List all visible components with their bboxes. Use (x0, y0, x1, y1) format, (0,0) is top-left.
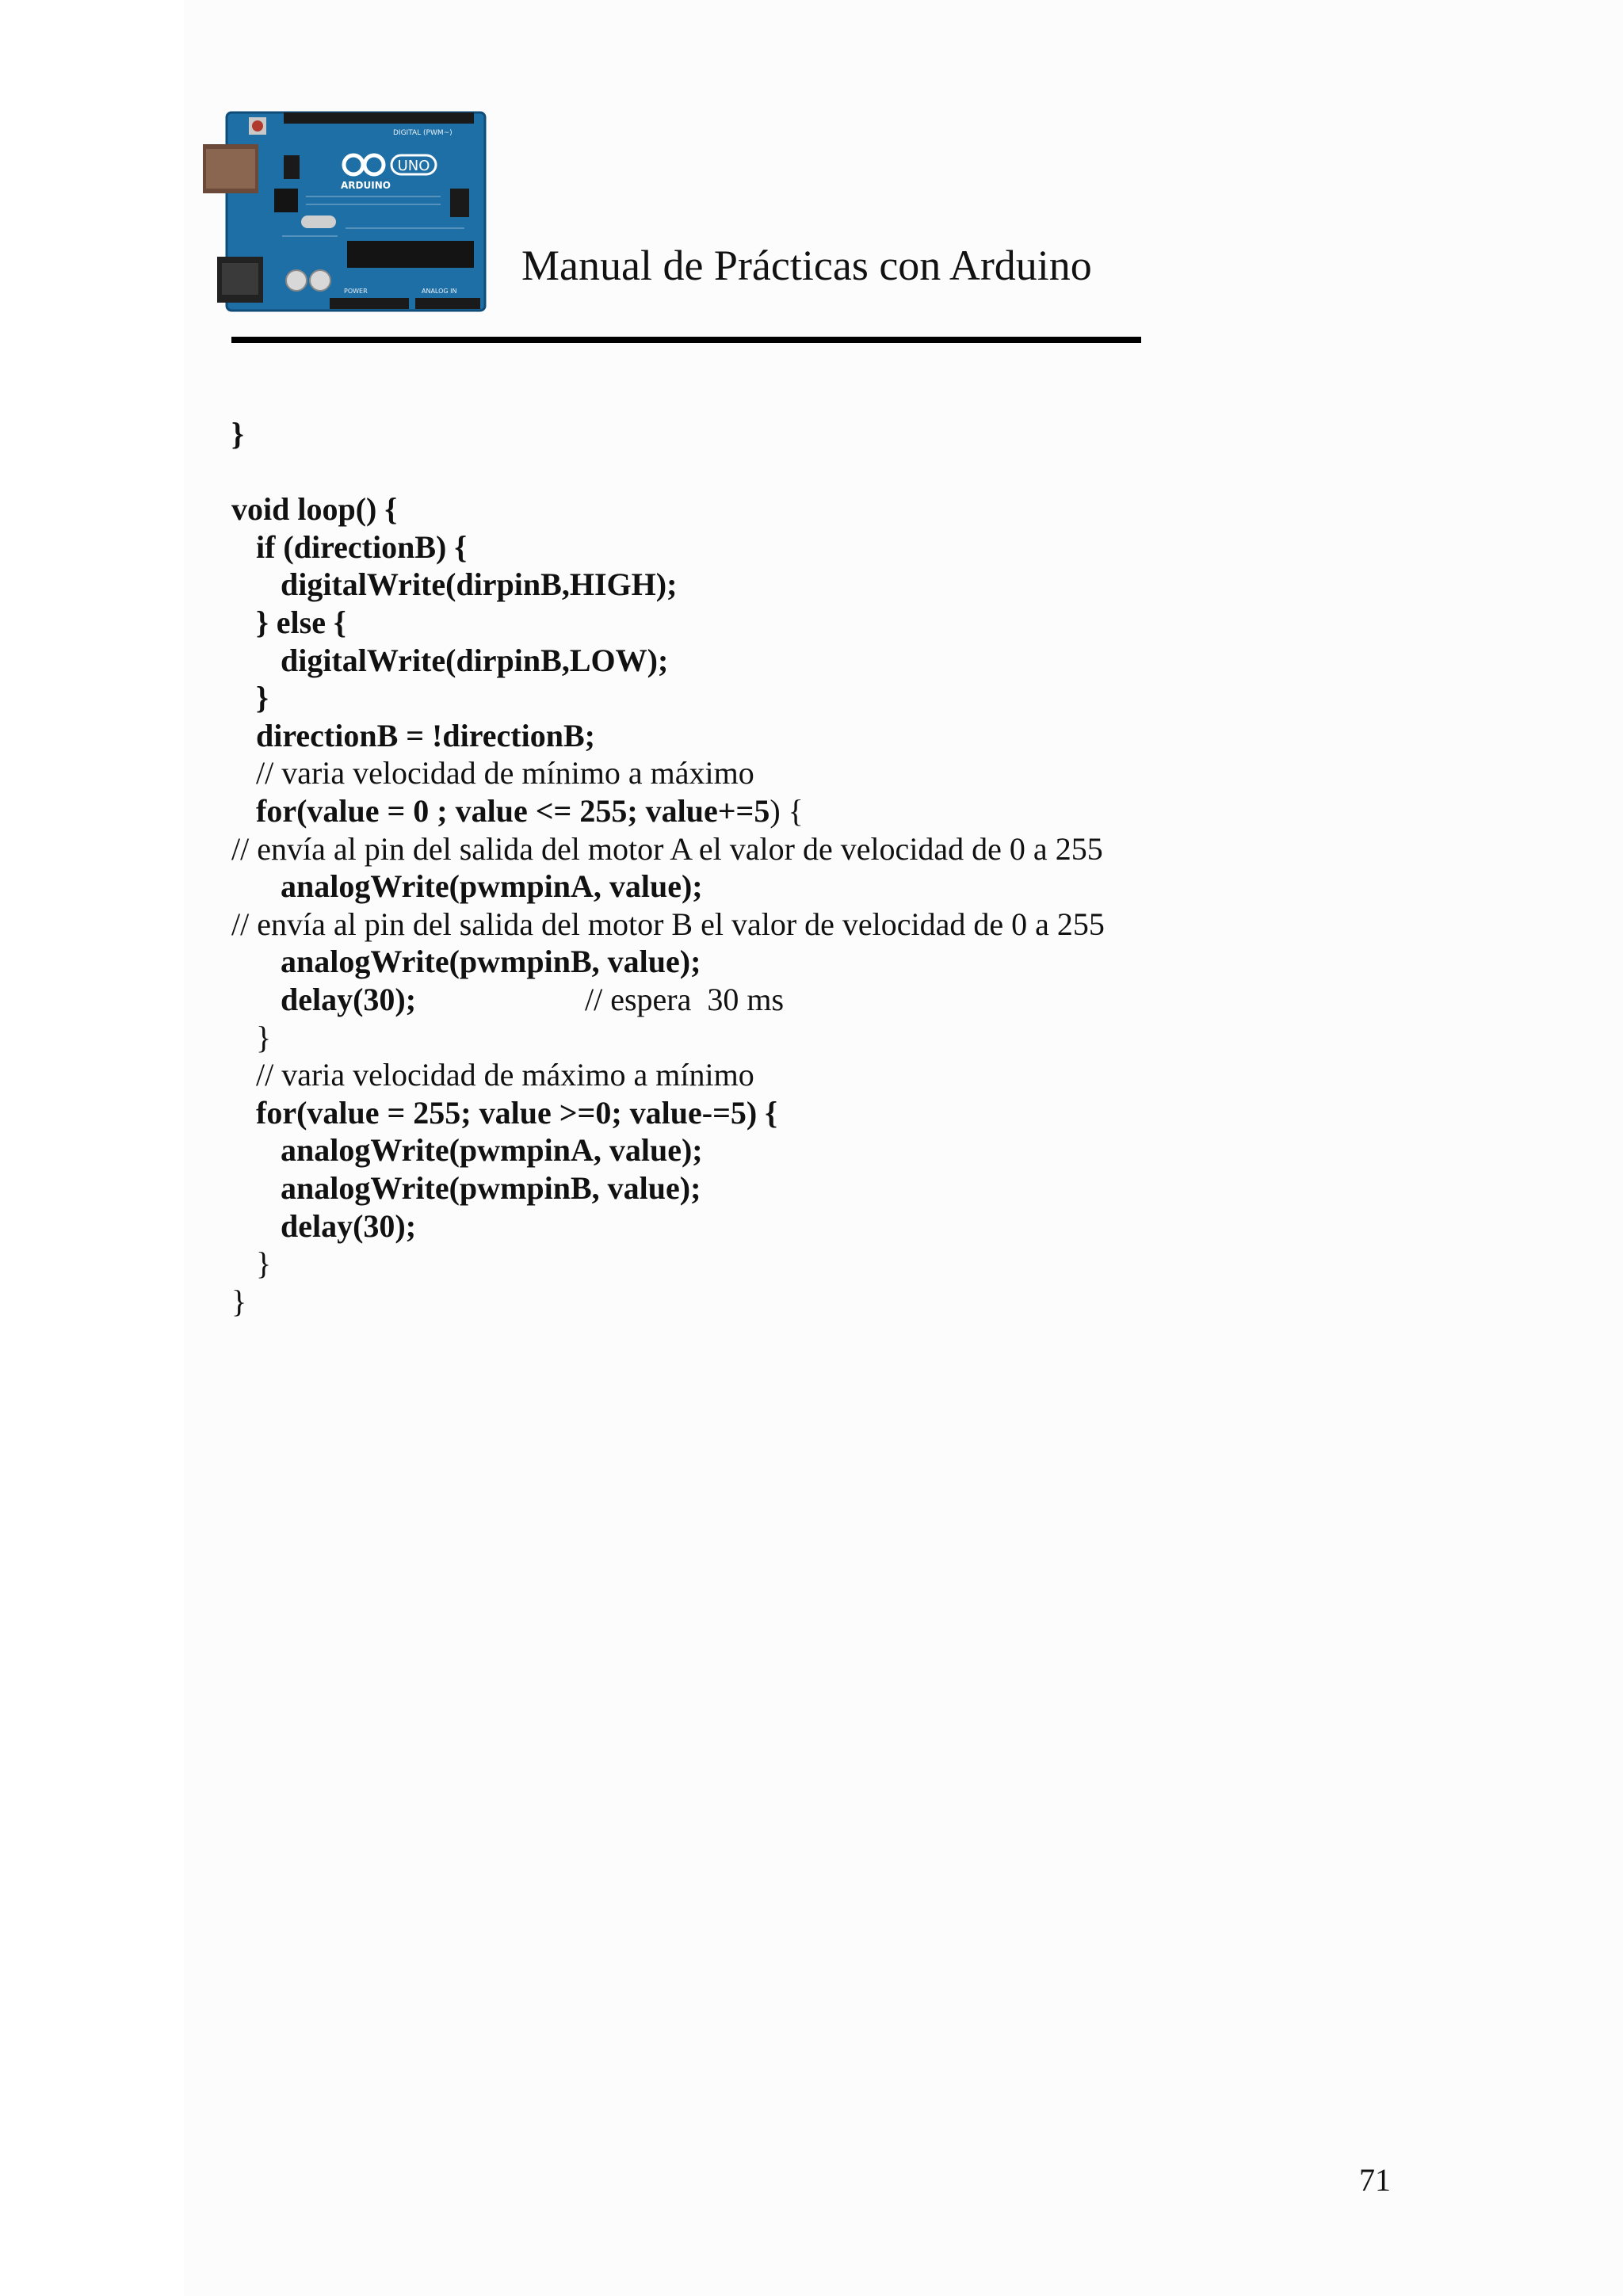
digital-header (284, 113, 474, 124)
arduino-board-image (203, 109, 490, 314)
code-line (231, 1019, 272, 1058)
code-token: analogWrite(pwmpinA, value); (281, 868, 703, 905)
code-comment: ) { (769, 793, 804, 829)
code-line (231, 868, 703, 907)
capacitor-2 (310, 270, 330, 291)
code-line (231, 795, 804, 832)
code-comment: // envía al pin del salida del motor A el valor de velocidad de 0 a 255 (231, 830, 1103, 867)
code-line (231, 1132, 703, 1171)
code-token: void loop() { (231, 491, 398, 528)
code-line (231, 1059, 754, 1096)
code-line (231, 642, 669, 681)
code-line (231, 1094, 777, 1134)
code-comment: } (231, 1283, 247, 1319)
code-token: digitalWrite(dirpinB,LOW); (281, 642, 669, 678)
code-token: } (256, 680, 269, 716)
code-line (231, 757, 754, 794)
code-token: delay(30); (281, 982, 417, 1017)
code-line (231, 1283, 247, 1322)
code-line (231, 1207, 417, 1247)
code-comment: } (256, 1019, 272, 1055)
page-number: 71 (1359, 2162, 1391, 2198)
code-line (231, 830, 1103, 870)
code-line (231, 946, 701, 982)
code-comment: // varia velocidad de máximo a mínimo (256, 1057, 754, 1093)
page-header-title: Manual de Prácticas con Arduino (521, 242, 1092, 289)
board-brand-text: ARDUINO (341, 180, 391, 191)
microcontroller-chip (347, 241, 474, 268)
code-token: digitalWrite(dirpinB,HIGH); (281, 566, 678, 603)
code-comment: // varia velocidad de mínimo a máximo (256, 755, 754, 791)
analog-header (415, 298, 480, 309)
code-comment: // envía al pin del salida del motor B el valor de velocidad de 0 a 255 (231, 906, 1105, 942)
code-token: } else { (256, 605, 346, 640)
code-line (231, 982, 785, 1020)
code-line (231, 717, 595, 757)
code-token: analogWrite(pwmpinA, value); (281, 1132, 703, 1169)
code-token: for(value = 0 ; value <= 255; value+=5 (256, 793, 770, 829)
pcb-body (227, 113, 485, 311)
code-token: } (231, 416, 244, 452)
code-token: if (directionB) { (256, 528, 468, 565)
code-token: for(value = 255; value >=0; value-=5) { (256, 1094, 777, 1131)
code-token: analogWrite(pwmpinB, value); (281, 1170, 701, 1206)
code-comment: // espera 30 ms (585, 982, 785, 1017)
code-comment: } (256, 1245, 272, 1282)
board-model-text: UNO (397, 158, 430, 174)
code-line (231, 418, 244, 455)
code-line (231, 906, 1105, 945)
power-header (330, 298, 409, 309)
code-token: delay(30); (281, 1207, 417, 1244)
code-line (231, 1170, 701, 1209)
code-line (231, 528, 468, 568)
header-divider (231, 337, 1141, 343)
code-line (231, 607, 346, 643)
code-line (231, 566, 678, 605)
analog-label: ANALOG IN (422, 288, 457, 295)
code-line (231, 682, 269, 719)
code-line (231, 491, 398, 530)
power-label: POWER (344, 288, 368, 295)
code-token: directionB = !directionB; (256, 717, 595, 753)
code-line (231, 1245, 272, 1284)
left-margin (0, 0, 184, 2296)
digital-label: DIGITAL (PWM~) (393, 129, 453, 137)
capacitor-1 (286, 270, 307, 291)
code-token: analogWrite(pwmpinB, value); (281, 944, 701, 980)
